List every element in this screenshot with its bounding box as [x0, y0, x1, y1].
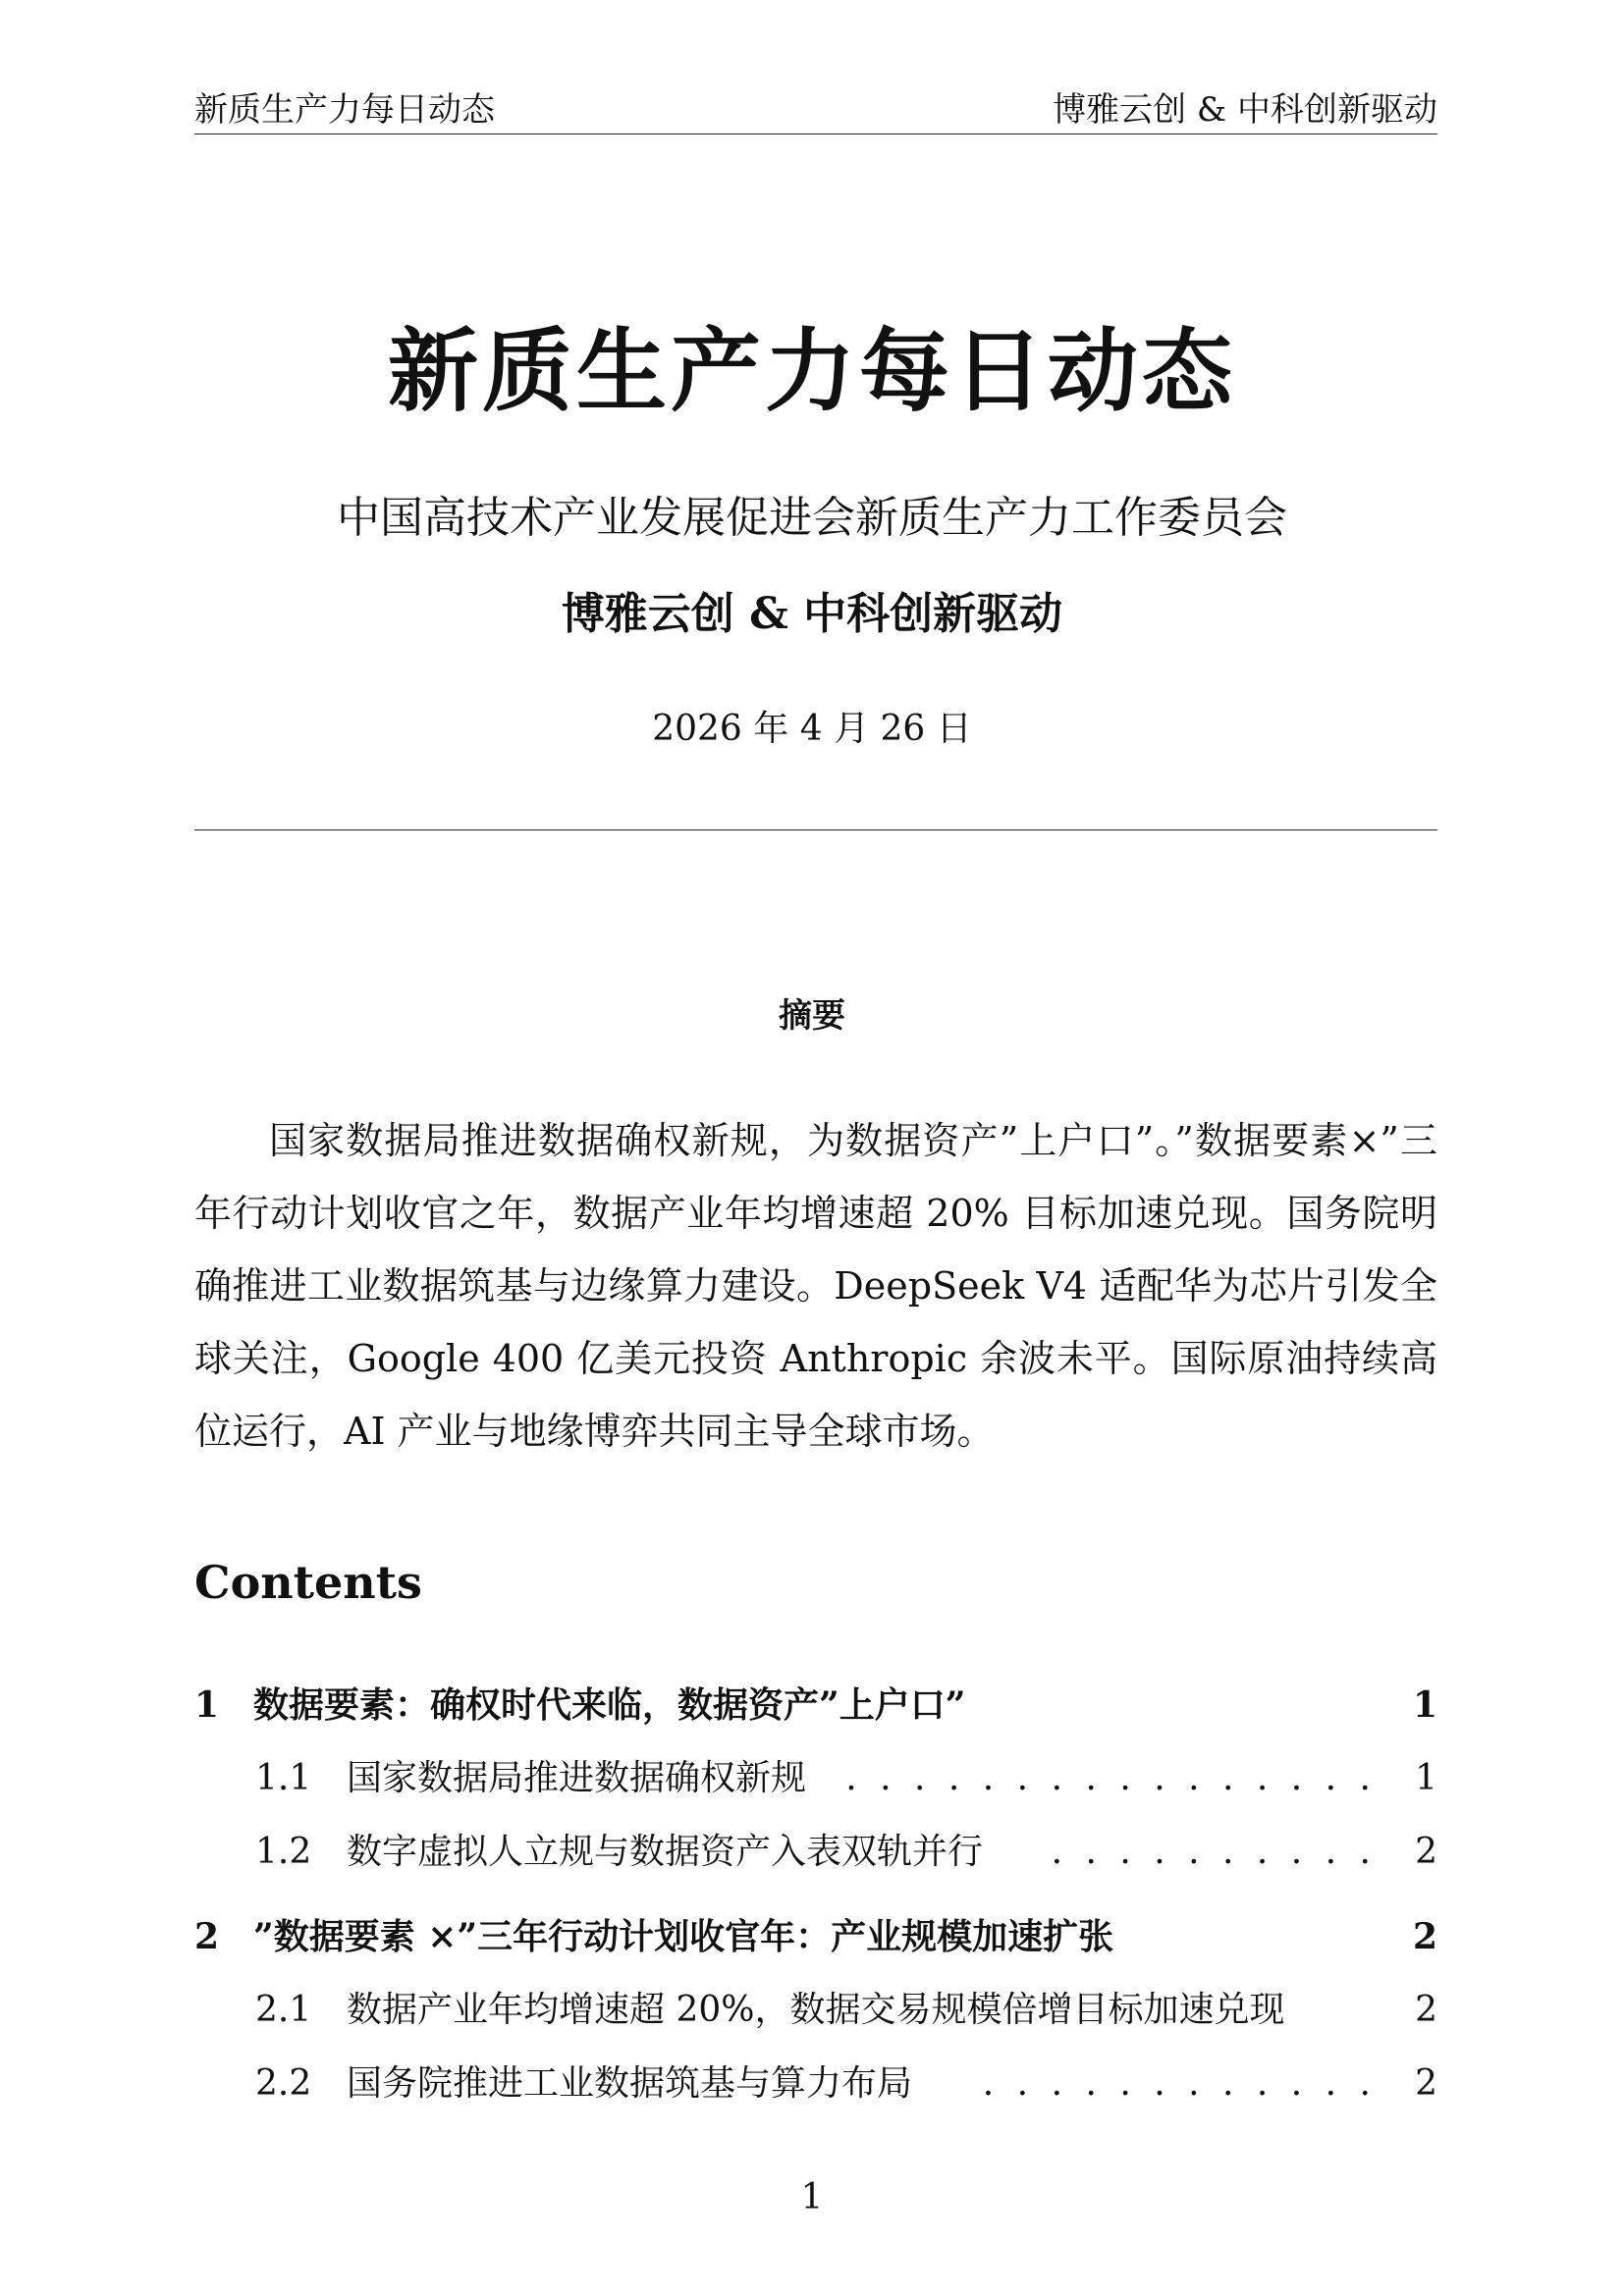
toc-dot-leader: . . . . . . . . . . . . — [982, 2063, 1377, 2104]
toc-subsection-2-2[interactable] — [194, 2059, 1437, 2109]
header-right-text: 博雅云创 & 中科创新驱动 — [1053, 90, 1437, 130]
toc-dot-leader: . . . . . . . . . . . . . . . . — [845, 1758, 1377, 1798]
contents-heading: Contents — [194, 1556, 422, 1609]
document-date: 2026 年 4 月 26 日 — [652, 709, 972, 749]
toc-section-number: 1 — [194, 1684, 220, 1726]
running-header — [194, 86, 1437, 134]
toc-subsection-page: 2 — [1415, 1832, 1437, 1872]
toc-dot-leader: . . . . . . . . . . — [1051, 1832, 1377, 1872]
toc-subsection-title: 数字虚拟人立规与数据资产入表双轨并行 — [347, 1832, 984, 1872]
document-title: 新质生产力每日动态 — [387, 318, 1236, 424]
toc-subsection-1-1[interactable] — [194, 1754, 1437, 1803]
title-divider — [194, 829, 1437, 830]
toc-section-page: 1 — [1412, 1684, 1437, 1726]
toc-subsection-title: 国家数据局推进数据确权新规 — [347, 1758, 807, 1798]
toc-section-number: 2 — [194, 1916, 220, 1957]
toc-subsection-number: 1.2 — [255, 1832, 312, 1872]
toc-subsection-1-2[interactable] — [194, 1828, 1437, 1877]
toc-section-2[interactable] — [194, 1912, 1437, 1961]
toc-section-1[interactable] — [194, 1681, 1437, 1730]
toc-subsection-page: 2 — [1415, 2063, 1437, 2104]
toc-subsection-number: 2.2 — [255, 2063, 312, 2104]
toc-subsection-number: 2.1 — [255, 1990, 312, 2030]
toc-subsection-2-1[interactable] — [194, 1986, 1437, 2035]
header-left-text: 新质生产力每日动态 — [194, 90, 495, 130]
toc-subsection-title: 国务院推进工业数据筑基与算力布局 — [347, 2063, 913, 2104]
toc-subsection-title: 数据产业年均增速超 20%，数据交易规模倍增目标加速兑现 — [347, 1990, 1285, 2030]
toc-section-title: ”数据要素 ×”三年行动计划收官年：产业规模加速扩张 — [253, 1916, 1114, 1957]
document-subtitle: 中国高技术产业发展促进会新质生产力工作委员会 — [337, 493, 1287, 543]
abstract-body: 国家数据局推进数据确权新规，为数据资产”上户口”。”数据要素×”三年行动计划收官之年，数据产业年均增速超 20% 目标加速兑现。国务院明确推进工业数据筑基与边缘算力建设。DeepSeek V4 适配华为芯片引发全球关注，Google 400 亿美元投资 Anthropic 余波未平。国际原油持续高位运行，AI 产业与地缘博弈共同主导全球市场。 — [194, 1119, 1437, 1453]
toc-section-title: 数据要素：确权时代来临，数据资产”上户口” — [253, 1684, 966, 1726]
toc-subsection-number: 1.1 — [255, 1758, 312, 1798]
abstract-title: 摘要 — [779, 996, 845, 1036]
toc-subsection-page: 2 — [1415, 1990, 1437, 2030]
page-number: 1 — [800, 2177, 824, 2217]
toc-section-page: 2 — [1412, 1916, 1437, 1957]
document-organization: 博雅云创 & 中科创新驱动 — [561, 589, 1063, 639]
toc-subsection-page: 1 — [1415, 1758, 1437, 1798]
